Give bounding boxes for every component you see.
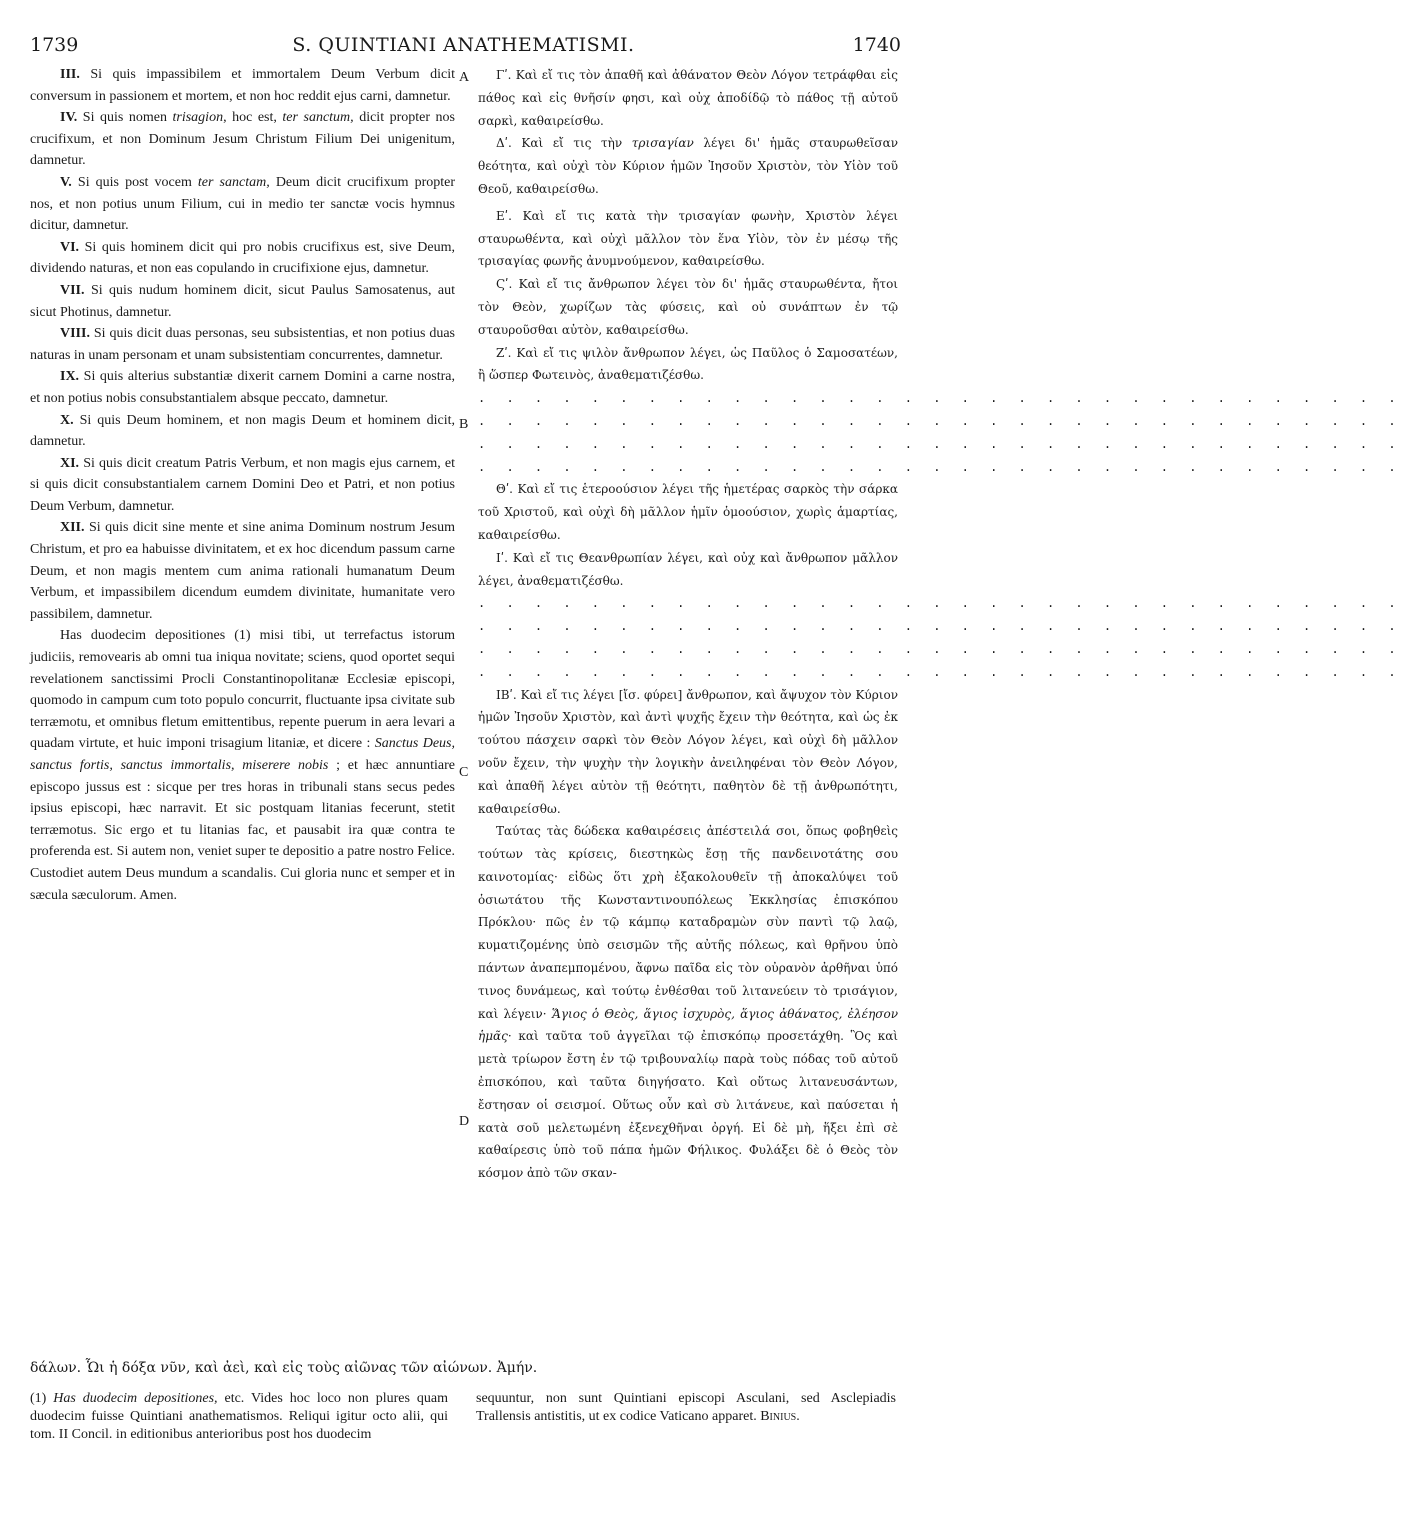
- margin-marker-d: D: [459, 1114, 470, 1129]
- anathematism-text: dicit propter nos crucifixum, et non Dominum Jesum Christum Filium Dei unigenitum, damnetur.: [30, 110, 456, 169]
- anathematism-text: Si quis post vocem: [77, 174, 198, 190]
- anathematism-text: Si quis dicit sine mente et sine anima Dominum nostrum Jesum Christum, et pro ea habuisse divinitatem, et ex hoc dicendum passum carne Deum, et non magis mentem cum anima rationali humanatum Deum Verbum, et impassibilem dicendum eumdem divinitate, humanitate vero passibilem, damnetur.: [30, 520, 456, 622]
- footnote-text: etc. Vides hoc loco non plures quam duodecim fuisse Quintiani anathematismos. Reliqui igitur octo alii, qui tom. II Concil. in editionibus anterioribus post hos duodecim: [30, 1391, 448, 1442]
- footnote-lemma: Has duodecim depositiones,: [53, 1391, 218, 1406]
- latin-anathematism-7: [30, 280, 455, 323]
- latin-anathematism-10: [30, 410, 455, 453]
- page-number-left: 1739: [30, 34, 79, 56]
- greek-continuation-line: δάλων. Ὧι ἡ δόξα νῦν, καὶ ἀεὶ, καὶ εἰς τοὺς αἰῶνας τῶν αἰώνων. Ἀμήν.: [30, 1360, 538, 1376]
- latin-anathematism-4: [30, 107, 455, 172]
- anathematism-text: Si quis dicit creatum Patris Verbum, et non magis ejus carnem, et si quis dicit consubstantialem carnem Domini Deo et Patri, et non potius Deum Verbum, damnetur.: [30, 455, 455, 514]
- greek-anathematism-12: ΙΒʹ. Καὶ εἴ τις λέγει [ἴσ. φύρει] ἄνθρωπον, καὶ ἄψυχον τὸν Κύριον ἡμῶν Ἰησοῦν Χριστὸν, καὶ ἀντὶ ψυχῆς ἔχειν τὴν θεότητα, καὶ ὡς ἐκ τούτου πάσχειν σαρκὶ τὸν Θεὸν Λόγον λέγει, καὶ οὐχὶ δὴ μᾶλλον νοῦν ἔχειν, τὴν ψυχὴν τὴν λογικὴν ἀνειληφέναι τὸν Θεὸν Λόγον, καὶ ἀπαθῆ λέγει αὐτὸν τῇ θεότητι, παθητὸν δὲ τῇ ἀνθρωπότητι, καθαιρείσθω.: [478, 687, 898, 816]
- lacuna-dots: . . . . . . . . . . . . . . . . . . . . . . . . . . . . . . . . .: [478, 413, 1403, 428]
- anathematism-number: IV.: [60, 110, 78, 126]
- greek-anathematism-10: Ιʹ. Καὶ εἴ τις Θεανθρωπίαν λέγει, καὶ οὐχ καὶ ἄνθρωπον μᾶλλον λέγει, ἀναθεματιζέσθω.: [478, 550, 898, 588]
- anathematism-text: Deum dicit crucifixum propter nos, et non potius unum Filium, cui in medio ter sanctæ vocis hymnus dicitur, damnetur.: [30, 174, 456, 234]
- latin-anathematism-9: [30, 366, 455, 409]
- italic-term: τρισαγίαν: [631, 136, 694, 151]
- lacuna-dots: . . . . . . . . . . . . . . . . . . . . . . . . . . . . . . . . .: [478, 459, 1403, 474]
- footnote-marker: (1): [30, 1391, 47, 1406]
- anathematism-text: Si quis nudum hominem dicit, sicut Paulus Samosatenus, aut sicut Photinus, damnetur.: [30, 282, 456, 320]
- latin-anathematism-12: [30, 517, 455, 625]
- lacuna-dots: . . . . . . . . . . . . . . . . . . . . . . . . . . . . . . . . .: [478, 619, 1403, 634]
- latin-closing-letter: [30, 625, 455, 906]
- anathematism-number: XI.: [60, 455, 80, 471]
- closing-text: Ταύτας τὰς δώδεκα καθαιρέσεις ἀπέστειλά σοι, ὅπως φοβηθεὶς τούτων τὰς κρίσεις, διεστηκὼς ἔσῃ τῆς πανδεινοτάτης σου καινοτομίας· εἰδὼς ὅτι χρὴ ἐξακολουθεῖν τῇ ἀποκαλύψει τοῦ ὁσιωτάτου τῆς Κωνσταντινουπόλεως Ἐκκλησίας ἐπισκόπου Πρόκλου· πῶς ἐν τῷ κάμπῳ καταδραμὼν σὺν παντὶ τῷ λαῷ, κυματιζομένης ὑπὸ σεισμῶν τῆς αὐτῆς πόλεως, καὶ θρῆνου ὑπὸ πάντων ἀναπεμπομένου, ἄφνω παῖδα εἰς τὸν οὐρανὸν ἀρθῆναι ὑπό τινος δυνάμεως, καὶ τούτῳ ἐνθέσθαι τοῦ λιτανεύειν τὸ τρισάγιον, καὶ λέγειν·: [478, 824, 898, 1021]
- anathematism-text: Si quis Deum hominem, et non magis Deum et hominem dicit, damnetur.: [30, 412, 455, 450]
- italic-term: ter sanctum,: [282, 110, 354, 126]
- running-title: S. QUINTIANI ANATHEMATISMI.: [292, 34, 635, 56]
- margin-marker-a: A: [459, 70, 470, 85]
- lacuna-dots: . . . . . . . . . . . . . . . . . . . . . . . . . . . . . . . . .: [478, 664, 1403, 679]
- greek-anathematism-3: Γʹ. Καὶ εἴ τις τὸν ἀπαθῆ καὶ ἀθάνατον Θεὸν Λόγον τετράφθαι εἰς πάθος καὶ εἰς θνῆσίν φησι, καὶ οὐχ ἀποδίδῷ τὸ πάθος τῇ αὐτοῦ σαρκὶ, καθαιρείσθω.: [478, 68, 898, 128]
- greek-anathematism-6: Ϛʹ. Καὶ εἴ τις ἄνθρωπον λέγει τὸν δι' ἡμᾶς σταυρωθέντα, ἤτοι τὸν Θεὸν, χωρίζων τὰς φύσεις, καὶ οὐ συνάπτων ἐν τῷ σταυροῦσθαι αὐτὸν, καθαιρείσθω.: [478, 277, 898, 337]
- greek-anathematism-9: Θʹ. Καὶ εἴ τις ἑτεροούσιον λέγει τῆς ἡμετέρας σαρκὸς τὴν σάρκα τοῦ Χριστοῦ, καὶ οὐχὶ δὴ μᾶλλον ἡμῖν ὁμοούσιον, χωρὶς ἁμαρτίας, καθαιρείσθω.: [478, 482, 898, 542]
- anathematism-number: IX.: [60, 369, 80, 385]
- italic-term: ter sanctam,: [197, 174, 270, 190]
- latin-anathematism-5: [30, 172, 455, 237]
- margin-marker-b: B: [459, 417, 469, 432]
- greek-anathematism-5: Εʹ. Καὶ εἴ τις κατὰ τὴν τρισαγίαν φωνὴν, Χριστὸν λέγει σταυρωθέντα, καὶ οὐχὶ μᾶλλον τὸν ἕνα Υἱὸν, τὸν ἐν μέσῳ τῆς τρισαγίας φωνῆς ἀνυμνούμενον, καθαιρείσθω.: [478, 208, 898, 269]
- anathematism-text: Si quis hominem dicit qui pro nobis crucifixus est, sive Deum, dividendo naturas, et non eas copulando in crucifixione ejus, damnetur.: [30, 239, 456, 277]
- footnote-left: [30, 1390, 448, 1470]
- anathematism-text: Si quis alterius substantiæ dixerit carnem Domini a carne nostra, et non potius nobis consubstantialem absque peccato, damnetur.: [30, 369, 456, 406]
- latin-anathematism-6: [30, 237, 455, 280]
- latin-anathematism-3: [30, 64, 455, 107]
- italic-term: trisagion: [172, 110, 224, 126]
- footnote-author: Binius.: [760, 1409, 800, 1424]
- anathematism-text: Si quis nomen: [82, 110, 173, 126]
- anathematism-number: XII.: [60, 520, 85, 536]
- lacuna-dots: . . . . . . . . . . . . . . . . . . . . . . . . . . . . . . . . .: [478, 641, 1403, 656]
- anathematism-text: Δʹ. Καὶ εἴ τις τὴν: [496, 136, 632, 151]
- closing-text: Has duodecim depositiones (1) misi tibi, ut terrefactus istorum judiciis, removearis ab omni tua iniqua novitate; sciens, quod oportet sequi revelationem sanctissimi Procli Constantinopolitanæ Ecclesiæ episcopi, quomodo in campum cum toto populo concurrit, fluctuante ipsa civitate sub terræmotu, et omnibus fletum emittentibus, repente puerum in aera levari a quadam virtute, et huic imponi trisagium litaniæ, et dicere :: [30, 628, 455, 752]
- anathematism-text: λέγει δι' ἡμᾶς σταυρωθεῖσαν θεότητα, καὶ οὐχὶ τὸν Κύριον ἡμῶν Ἰησοῦν Χριστὸν, τὸν Υἱὸν τοῦ Θεοῦ, καθαιρείσθω.: [478, 136, 898, 196]
- anathematism-text: Si quis impassibilem et immortalem Deum Verbum dicit conversum in passionem et mortem, et non hoc reddit ejus carni, damnetur.: [30, 67, 456, 104]
- trisagion-hymn: Sanctus Deus, sanctus fortis, sanctus immortalis, miserere nobis: [30, 736, 456, 773]
- latin-anathematism-11: [30, 453, 455, 518]
- anathematism-text: , hoc est,: [223, 110, 283, 126]
- anathematism-number: VI.: [60, 239, 80, 255]
- lacuna-dots: . . . . . . . . . . . . . . . . . . . . . . . . . . . . . . . . .: [478, 596, 1403, 611]
- footnote-text: sequuntur, non sunt Quintiani episcopi Asculani, sed Asclepiadis Trallensis antistitis, ut ex codice Vaticano apparet.: [476, 1391, 896, 1424]
- anathematism-number: VIII.: [60, 326, 90, 342]
- closing-text: · καὶ ταῦτα τοῦ ἀγγεῖλαι τῷ ἐπισκόπῳ προσετάχθη. Ὃς καὶ μετὰ τρίωρον ἔστη ἐν τῷ τριβουναλίῳ παρὰ τοὺς πόδας τοῦ αὐτοῦ ἐπισκόπου, καὶ ταῦτα διηγήσατο. Καὶ οὕτως λιτανευσάντων, ἔστησαν οἱ σεισμοί. Οὕτως οὖν καὶ σὺ λιτάνευε, καὶ παύσεται ἡ κατὰ σοῦ μελετωμένη ἐξενεχθῆναι ὀργή. Εἰ δὲ μὴ, ἥξει ἐπὶ σὲ καθαίρεσις ὑπὸ τοῦ πάπα ἡμῶν Φήλικος. Φυλάξει δὲ ὁ Θεὸς τὸν κόσμον ἀπὸ τῶν σκαν-: [478, 1029, 898, 1181]
- page-number-right: 1740: [852, 34, 901, 56]
- greek-column: [478, 64, 1403, 1354]
- footnote-right: [476, 1390, 896, 1470]
- lacuna-dots: . . . . . . . . . . . . . . . . . . . . . . . . . . . . . . . . .: [478, 436, 1403, 451]
- greek-anathematism-4: [478, 132, 898, 200]
- greek-closing-letter: [478, 820, 898, 1185]
- anathematism-number: III.: [60, 67, 80, 82]
- lacuna-dots: . . . . . . . . . . . . . . . . . . . . . . . . . . . . . . . . .: [478, 391, 1403, 406]
- latin-anathematism-8: [30, 323, 455, 366]
- anathematism-number: VII.: [60, 282, 85, 298]
- anathematism-number: X.: [60, 412, 74, 428]
- closing-text: ; et hæc annuntiare episcopo jussus est : sicque per tres horas in tribunali stans secus pedes ipsius episcopi, hæc narravit. Et sic postquam litanias fecerunt, stetit terræmotus. Sic ergo et tu litanias fac, et pausabit ira quæ contra te proferenda est. Si autem non, veniet super te depositio a patre nostro Felice. Custodiet autem Deus mundum a scandalis. Cui gloria nunc et semper et in sæcula sæculorum. Amen.: [30, 758, 455, 903]
- anathematism-text: Si quis dicit duas personas, seu subsistentias, et non potius duas naturas in unam personam et unam subsistentiam concurrentes, damnetur.: [30, 326, 456, 363]
- latin-column: [30, 64, 455, 1354]
- trisagion-hymn: Ἅγιος ὁ Θεὸς, ἅγιος ἰσχυρὸς, ἅγιος ἀθάνατος, ἐλέησον ἡμᾶς: [478, 1006, 899, 1044]
- anathematism-number: V.: [60, 174, 72, 190]
- margin-marker-c: C: [459, 765, 469, 780]
- greek-anathematism-7: Ζʹ. Καὶ εἴ τις ψιλὸν ἄνθρωπον λέγει, ὡς Παῦλος ὁ Σαμοσατέων, ἢ ὥσπερ Φωτεινὸς, ἀναθεματιζέσθω.: [478, 345, 898, 383]
